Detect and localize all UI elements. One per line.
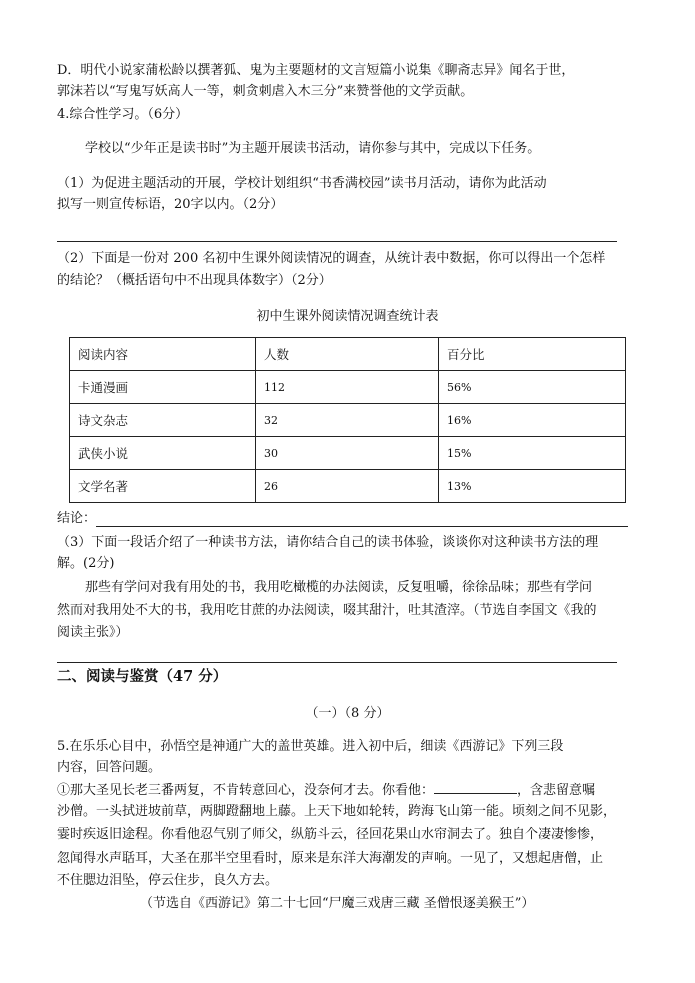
quote-line3: 阅读主张》） [57,625,129,640]
question-5-line1: 5.在乐乐心目中，孙悟空是神通广大的盖世英雄。进入初中后，细读《西游记》下列三段 [57,739,564,754]
table-title: 初中生课外阅读情况调查统计表 [256,309,439,324]
table-cell: 16% [439,404,626,437]
fill-in-blank[interactable] [434,781,517,794]
table-row [70,371,626,404]
task-1-line2: 拟写一则宣传标语，20字以内。（2分） [57,197,284,212]
table-cell: 文学名著 [70,470,256,503]
table-cell: 112 [256,371,439,404]
task-2-line2: 的结论？（概括语句中不出现具体数字）（2分） [57,273,332,288]
table-row [70,470,626,503]
survey-table [69,337,626,503]
part-1-heading: （一）（8 分） [305,706,390,721]
section-2-heading: 二、阅读与鉴赏（47 分） [57,668,228,685]
slogan-answer-line[interactable] [57,241,617,242]
excerpt-1-text: ①那大圣见长老三番两复，不肯转意回心，没奈何才去。你看他： [57,783,435,798]
conclusion-label: 结论： [57,511,97,526]
table-row [70,437,626,470]
question-4-title: 4.综合性学习。（6分） [57,107,189,122]
question-5-line2: 内容，回答问题。 [57,760,162,775]
excerpt-1-line3: 霎时疾返旧途程。你看他忍气别了师父，纵筋斗云，径回花果山水帘洞去了。独自个凄凄惨惨， [57,827,604,842]
table-header-row [70,338,626,371]
table-cell: 13% [439,470,626,503]
table-cell: 32 [256,404,439,437]
quote-line2: 然而对我用处不大的书，我用吃甘蔗的办法阅读，啜其甜汁，吐其渣滓。（节选自李国文《我的 [57,603,597,618]
excerpt-1-text: ，含悲留意嘱 [517,783,596,798]
quote-line1: 那些有学问对我有用处的书，我用吃橄榄的办法阅读，反复咀嚼，徐徐品味；那些有学问 [85,580,593,595]
excerpt-1-line4: 忽闻得水声聒耳，大圣在那半空里看时，原来是东洋大海潮发的声响。一见了，又想起唐僧，止 [57,851,604,866]
table-header-cell: 人数 [256,338,439,371]
excerpt-1-line2: 沙僧。一头拭迸坡前草，两脚蹬翻地上藤。上天下地如轮转，跨海飞山第一能。顷刻之间不见影， [57,804,617,819]
table-header-cell: 百分比 [439,338,626,371]
table-row [70,404,626,437]
reflection-answer-line[interactable] [57,662,617,663]
table-cell: 卡通漫画 [70,371,256,404]
task-3-line1: （3）下面一段话介绍了一种读书方法，请你结合自己的读书体验，谈谈你对这种读书方法的理 [57,535,599,550]
task-3-line2: 解。(2分) [57,556,115,571]
excerpt-source: （节选自《西游记》第二十七回“尸魔三戏唐三藏 圣僧恨逐美猴王”） [140,896,535,911]
table-cell: 15% [439,437,626,470]
table-cell: 26 [256,470,439,503]
table-cell: 56% [439,371,626,404]
table-header-cell: 阅读内容 [70,338,256,371]
task-2-line1: （2）下面是一份对 200 名初中生课外阅读情况的调查，从统计表中数据，你可以得出一个怎样 [57,251,606,266]
excerpt-1-line1 [57,781,595,799]
table-cell: 诗文杂志 [70,404,256,437]
option-d-line2: 郭沫若以“写鬼写妖高人一等，刺贪刺虐入木三分”来赞誉他的文学贡献。 [57,84,474,99]
activity-intro: 学校以“少年正是读书时”为主题开展读书活动，请你参与其中，完成以下任务。 [85,141,541,156]
excerpt-1-line5: 不住腮边泪坠，停云住步，良久方去。 [57,873,279,888]
table-cell: 30 [256,437,439,470]
table-cell: 武侠小说 [70,437,256,470]
task-1-line1: （1）为促进主题活动的开展，学校计划组织“书香满校园”读书月活动，请你为此活动 [57,176,547,191]
conclusion-answer-line[interactable] [96,526,628,527]
option-d-line1: D．明代小说家蒲松龄以撰著狐、鬼为主要题材的文言短篇小说集《聊斋志异》闻名于世， [57,63,575,78]
